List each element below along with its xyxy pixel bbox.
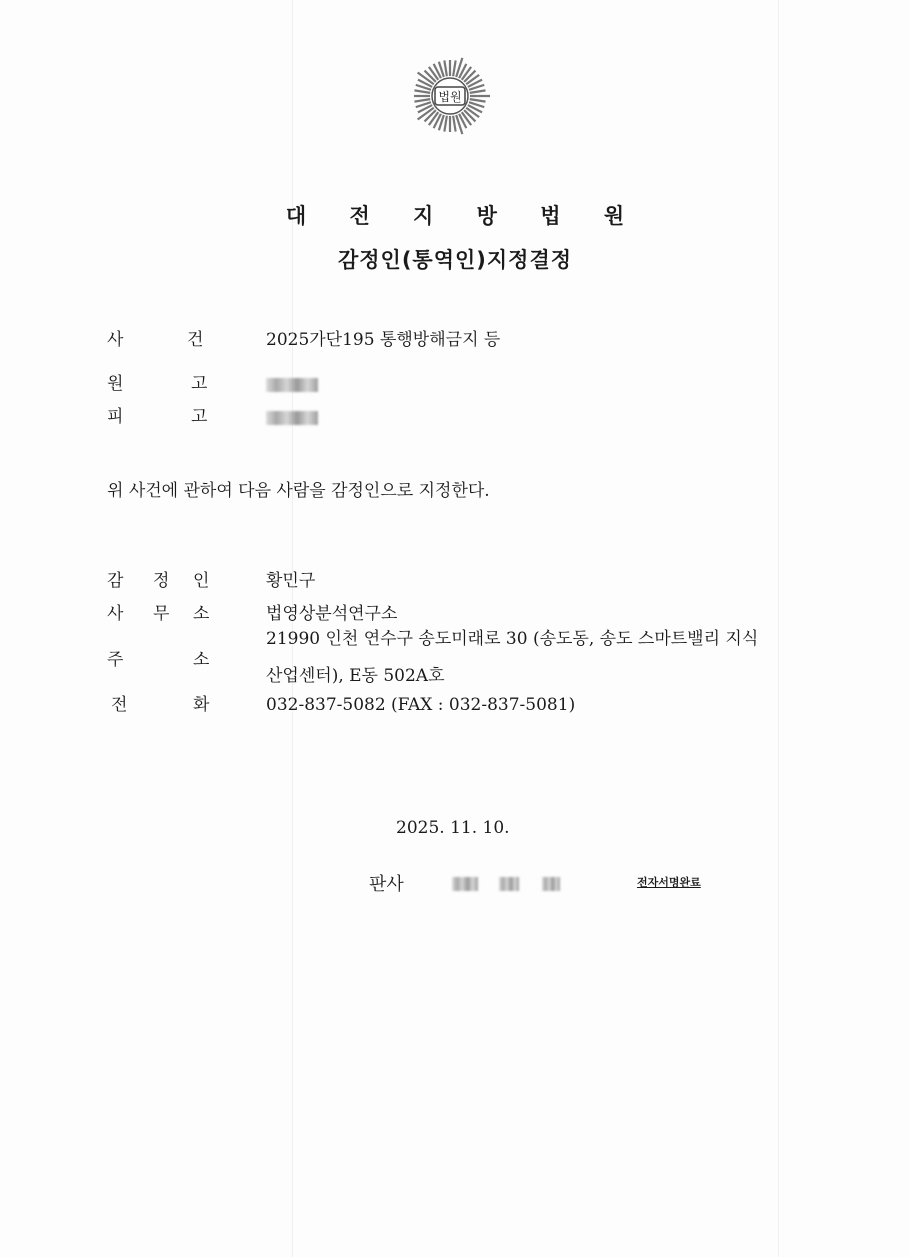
plaintiff-row <box>0 372 910 396</box>
emblem-petal <box>414 99 430 102</box>
phone-label-char: 전 <box>111 695 128 715</box>
office-label-char: 무 <box>153 604 170 624</box>
address-label <box>107 648 217 672</box>
case-row <box>0 328 910 352</box>
address-row <box>0 648 910 672</box>
phone-label-char: 화 <box>193 695 210 715</box>
address-line-2: 산업센터), E동 502A호 <box>266 666 445 686</box>
case-label-char: 건 <box>187 330 204 350</box>
plaintiff-label <box>107 372 217 396</box>
court-emblem-icon <box>404 52 496 140</box>
scan-line <box>778 0 779 1257</box>
address-line-1: 21990 인천 연수구 송도미래로 30 (송도동, 송도 스마트밸리 지식 <box>266 629 759 649</box>
office-name: 법영상분석연구소 <box>266 604 398 624</box>
appraiser-name: 황민구 <box>266 571 316 591</box>
document-title: 감정인(통역인)지정결정 <box>337 248 573 272</box>
case-number: 2025가단195 통행방해금지 등 <box>266 330 501 350</box>
emblem-petal <box>425 110 436 121</box>
phone-label <box>107 693 217 717</box>
electronic-signature-note: 전자서명완료 <box>637 876 701 889</box>
appraiser-label-char: 인 <box>193 571 210 591</box>
emblem-petal <box>444 116 447 132</box>
appraiser-row <box>0 569 910 593</box>
emblem-text: 법원 <box>438 90 462 104</box>
phone-row <box>0 693 910 717</box>
emblem-petal <box>453 60 456 76</box>
office-label-char: 소 <box>193 604 210 624</box>
defendant-name-redacted <box>266 405 318 429</box>
case-label-char: 사 <box>107 330 124 350</box>
appraiser-label-char: 감 <box>107 571 124 591</box>
address-label-char: 소 <box>193 650 210 670</box>
emblem-petal <box>425 71 436 82</box>
judge-label: 판사 <box>369 874 404 895</box>
judge-name-redacted <box>452 873 560 892</box>
office-row <box>0 602 910 626</box>
decision-date: 2025. 11. 10. <box>396 818 510 838</box>
defendant-row <box>0 405 910 429</box>
designation-statement: 위 사건에 관하여 다음 사람을 감정인으로 지정한다. <box>107 481 490 501</box>
phone-number: 032-837-5082 (FAX : 032-837-5081) <box>266 695 576 715</box>
defendant-label-char: 고 <box>191 407 208 427</box>
office-label <box>107 602 217 626</box>
address-label-char: 주 <box>107 650 124 670</box>
plaintiff-label-char: 고 <box>191 374 208 394</box>
emblem-petal <box>464 110 475 121</box>
defendant-label-char: 피 <box>107 407 124 427</box>
emblem-petal <box>470 90 486 93</box>
emblem-petal <box>444 60 447 76</box>
appraiser-label <box>107 569 217 593</box>
case-label <box>107 328 217 352</box>
emblem-petal <box>414 90 430 93</box>
court-name: 대 전 지 방 법 원 <box>285 204 643 228</box>
office-label-char: 사 <box>107 604 124 624</box>
defendant-label <box>107 405 217 429</box>
appraiser-label-char: 정 <box>153 571 170 591</box>
emblem-petal <box>464 71 475 82</box>
emblem-petal <box>470 99 486 102</box>
plaintiff-name-redacted <box>266 372 318 396</box>
emblem-petal <box>453 116 456 132</box>
plaintiff-label-char: 원 <box>107 374 124 394</box>
